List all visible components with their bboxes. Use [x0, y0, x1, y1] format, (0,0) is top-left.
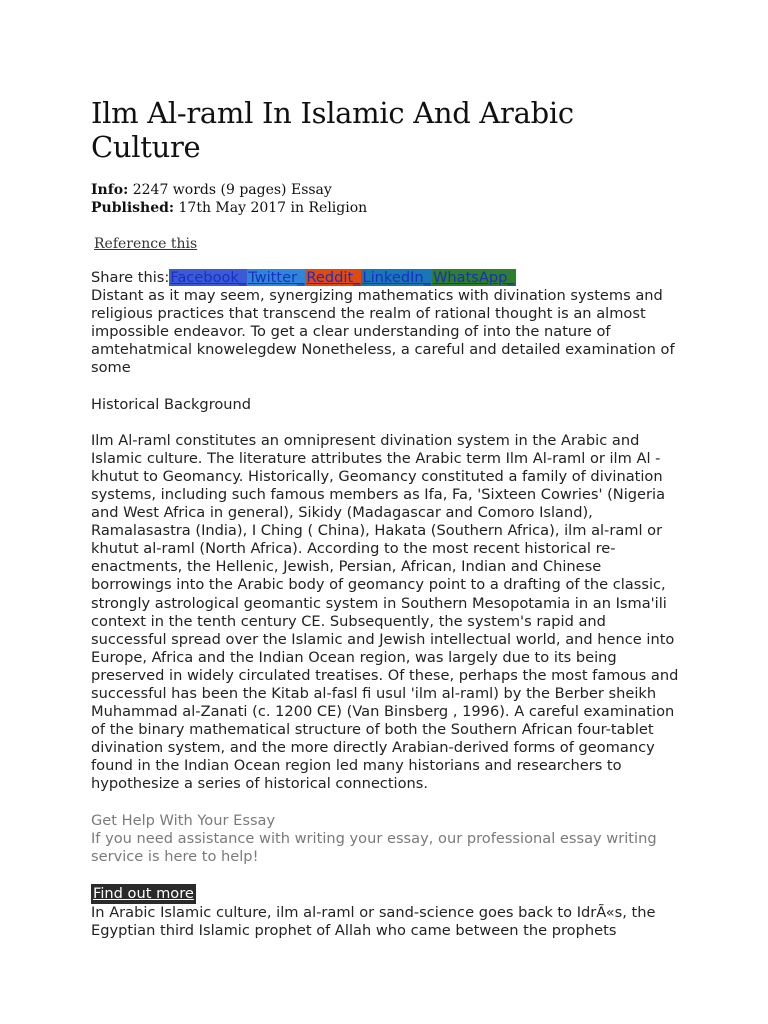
historical-background-paragraph: Ilm Al-raml constitutes an omnipresent divination system in the Arabic and Islamic culture. The literature attributes the Arabic term Ilm Al-raml or ilm Al -khutut to Geomancy. Historically, Geomancy constituted a family of divination systems, including such famous members as Ifa, Fa, 'Sixteen Cowries' (Nigeria and West Africa in general), Sikidy (Madagascar and Comoro Island), Ramalasastra (India), I Ching ( China), Hakata (Southern Africa), ilm al-raml or khutut al-raml (North Africa). According to the most recent historical re-enactments, the Hellenic, Jewish, Persian, African, Indian and Chinese borrowings into the Arabic body of geomancy point to a drafting of the classic, strongly astrological geomantic system in Southern Mesopotamia in an Isma'ili context in the tenth century CE. Subsequently, the system's rapid and successful spread over the Islamic and Jewish intellectual world, and hence into Europe, Africa and the Indian Ocean region, was largely due to its being preserved in widely circulated treatises. Of these, perhaps the most famous and successful has been the Kitab al-fasl fi usul 'ilm al-raml) by the Berber sheikh Muhammad al-Zanati (c. 1200 CE) (Van Binsberg , 1996). A careful examination of the binary mathematical structure of both the Southern African four-tablet divination system, and the more directly Arabian-derived forms of geomancy found in the Indian Ocean region led many historians and researchers to hypothesize a series of historical connections. [91, 431, 679, 793]
info-value: 2247 words (9 pages) Essay [132, 182, 332, 198]
page-title: Ilm Al-raml In Islamic And Arabic Culture [91, 96, 574, 164]
share-reddit-link[interactable]: Reddit_ [306, 269, 361, 286]
section-heading: Historical Background [91, 395, 252, 413]
share-facebook-link[interactable]: Facebook_ [170, 269, 247, 286]
share-label: Share this: [91, 269, 170, 286]
find-out-more-button[interactable]: Find out more [91, 884, 196, 904]
reference-row [94, 235, 681, 253]
continuation-paragraph: In Arabic Islamic culture, ilm al-raml or sand-science goes back to IdrÃ«s, the Egyptian third Islamic prophet of Allah who came between the prophets [91, 903, 656, 939]
info-line [91, 181, 681, 199]
published-value: 17th May 2017 in Religion [178, 200, 368, 216]
article [91, 96, 681, 940]
share-whatsapp-link[interactable]: WhatsApp_ [432, 269, 515, 286]
info-label: Info: [91, 182, 129, 198]
share-linkedin-link[interactable]: LinkedIn_ [362, 269, 431, 286]
share-bar [91, 269, 681, 287]
share-twitter-link[interactable]: Twitter_ [248, 269, 305, 286]
help-title: Get Help With Your Essay [91, 811, 276, 829]
article-meta [91, 181, 681, 217]
reference-this-link[interactable]: Reference this [94, 236, 198, 252]
published-line [91, 199, 681, 217]
published-label: Published: [91, 200, 175, 216]
intro-paragraph: Distant as it may seem, synergizing mathematics with divination systems and religious practices that transcend the realm of rational thought is an almost impossible endeavor. To get a clear understanding of into the nature of amtehatmical knowelegdew Nonetheless, a careful and detailed examination of some [91, 287, 675, 377]
help-text: If you need assistance with writing your essay, our professional essay writing service is here to help! [91, 829, 657, 865]
find-out-more-row [91, 884, 681, 904]
